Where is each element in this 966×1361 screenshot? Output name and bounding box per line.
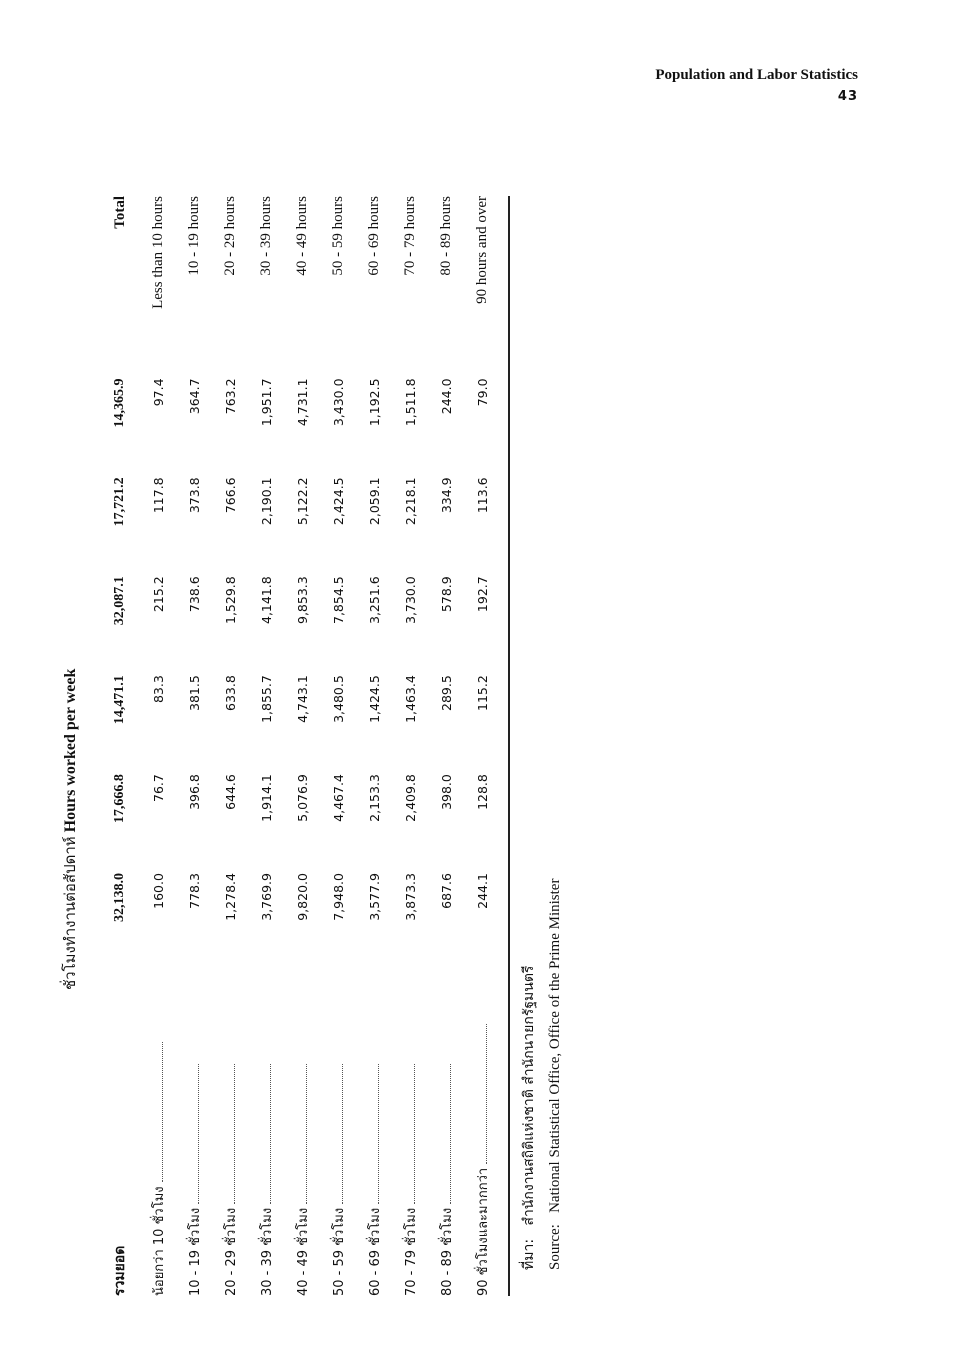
row-label-th: 10 - 19 ชั่วโมง [176,958,212,1296]
table-cell: 763.2 [222,378,238,415]
table-cell: 3,577.9 [366,873,382,921]
source-english [542,879,568,1270]
table-cell: 4,141.8 [258,576,274,624]
table-row [284,196,320,1296]
table-cell: 1,278.4 [222,873,238,921]
table-cell: 2,153.3 [366,774,382,822]
row-label-en: 60 - 69 hours [365,196,382,276]
row-label-th: 70 - 79 ชั่วโมง [392,958,428,1296]
table-cell: 4,731.1 [294,378,310,427]
table-row [464,196,500,1296]
table-cell: 4,743.1 [294,675,310,723]
table-cell: 3,251.6 [366,576,382,624]
source-thai [516,879,542,1270]
source-thai-prefix: ที่มา: [521,1238,537,1270]
row-label-th: 60 - 69 ชั่วโมง [356,958,392,1296]
table-cell: 115.2 [474,675,490,711]
table-row [320,196,356,1296]
table-cell: 644.6 [222,774,238,810]
table-row [212,196,248,1296]
table-row [428,196,464,1296]
table-cell: 83.3 [150,675,166,704]
total-cell: 32,138.0 [112,873,127,923]
row-label-en: 70 - 79 hours [401,196,418,276]
hours-worked-table [100,196,500,1296]
total-label-th: รวมยอด [113,1245,128,1296]
row-label-th: 80 - 89 ชั่วโมง [428,958,464,1296]
table-cell: 244.0 [438,378,454,415]
row-label-en: 10 - 19 hours [185,196,202,276]
table-cell: 244.1 [474,873,490,909]
table-cell: 766.6 [222,477,238,514]
total-cell: 32,087.1 [112,576,127,626]
table-cell: 778.3 [186,873,202,909]
table-cell: 1,855.7 [258,675,274,723]
table-cell: 5,122.2 [294,477,310,526]
table-cell: 381.5 [186,675,202,711]
caption-thai: ชั่วโมงทำงานต่อสัปดาห์ [61,836,79,990]
table-cell: 633.8 [222,675,238,711]
running-head-title: Population and Labor Statistics [655,67,858,83]
table-row [248,196,284,1296]
table-cell: 3,873.3 [402,873,418,921]
table-cell: 192.7 [474,576,490,613]
table-cell: 128.8 [474,774,490,810]
table-cell: 687.6 [438,873,454,909]
row-label-en: 50 - 59 hours [329,196,346,276]
table-cell: 1,914.1 [258,774,274,822]
source-english-prefix: Source: [547,1224,563,1270]
row-label-th: 40 - 49 ชั่วโมง [284,958,320,1296]
table-row [356,196,392,1296]
rotated-table-block [40,180,563,1310]
table-cell: 9,820.0 [294,873,310,921]
table-cell: 1,951.7 [258,378,274,427]
row-label-th: 50 - 59 ชั่วโมง [320,958,356,1296]
table-row [392,196,428,1296]
row-label-en: 30 - 39 hours [257,196,274,276]
row-label-en: 90 hours and over [473,196,490,304]
row-label-th: 90 ชั่วโมงและมากกว่า [464,958,500,1296]
page-number: 43 [837,89,858,104]
table-cell: 1,424.5 [366,675,382,723]
table-cell: 5,076.9 [294,774,310,822]
table-cell: 1,192.5 [366,378,382,427]
table-caption [58,669,82,990]
table-cell: 215.2 [150,576,166,613]
table-bottom-rule [508,196,510,1296]
table-cell: 76.7 [150,774,166,802]
row-label-en: 40 - 49 hours [293,196,310,276]
table-row [176,196,212,1296]
table-cell: 738.6 [186,576,202,613]
table-cell: 7,948.0 [330,873,346,921]
total-cell: 17,721.2 [112,477,127,527]
table-cell: 117.8 [150,477,166,514]
row-label-th: น้อยกว่า 10 ชั่วโมง [140,958,176,1296]
table-cell: 3,480.5 [330,675,346,723]
table-cell: 9,853.3 [294,576,310,624]
source-note [516,879,568,1270]
table-cell: 2,424.5 [330,477,346,526]
total-cell: 17,666.8 [112,774,127,824]
table-cell: 4,467.4 [330,774,346,822]
table-cell: 398.0 [438,774,454,810]
table-cell: 79.0 [474,378,490,407]
row-label-en: 20 - 29 hours [221,196,238,276]
source-english-text: National Statistical Office, Office of the Prime Minister [547,878,563,1213]
table-cell: 1,511.8 [402,378,418,427]
running-head [655,64,858,108]
table-cell: 3,769.9 [258,873,274,921]
table-cell: 3,430.0 [330,378,346,427]
table-cell: 2,190.1 [258,477,274,526]
table-cell: 373.8 [186,477,202,514]
row-label-th: 30 - 39 ชั่วโมง [248,958,284,1296]
row-label-en: Less than 10 hours [149,196,166,309]
table-cell: 364.7 [186,378,202,415]
table-cell: 7,854.5 [330,576,346,624]
table-cell: 1,529.8 [222,576,238,624]
table-row [140,196,176,1296]
table-cell: 3,730.0 [402,576,418,624]
table-cell: 578.9 [438,576,454,613]
source-thai-text: สำนักงานสถิติแห่งชาติ สำนักนายกรัฐมนตรี [521,965,537,1226]
row-label-en: 80 - 89 hours [437,196,454,276]
total-cell: 14,365.9 [112,378,127,428]
total-cell: 14,471.1 [112,675,127,725]
table-cell: 396.8 [186,774,202,810]
row-label-th: 20 - 29 ชั่วโมง [212,958,248,1296]
table-cell: 1,463.4 [402,675,418,723]
table-cell: 289.5 [438,675,454,711]
table-cell: 160.0 [150,873,166,909]
table-cell: 2,218.1 [402,477,418,526]
total-row [100,196,140,1296]
total-label-en: Total [111,196,128,229]
table-cell: 2,409.8 [402,774,418,822]
table-cell: 97.4 [150,378,166,407]
caption-english: Hours worked per week [62,668,79,833]
table-cell: 2,059.1 [366,477,382,526]
table-cell: 113.6 [474,477,490,514]
table-cell: 334.9 [438,477,454,514]
